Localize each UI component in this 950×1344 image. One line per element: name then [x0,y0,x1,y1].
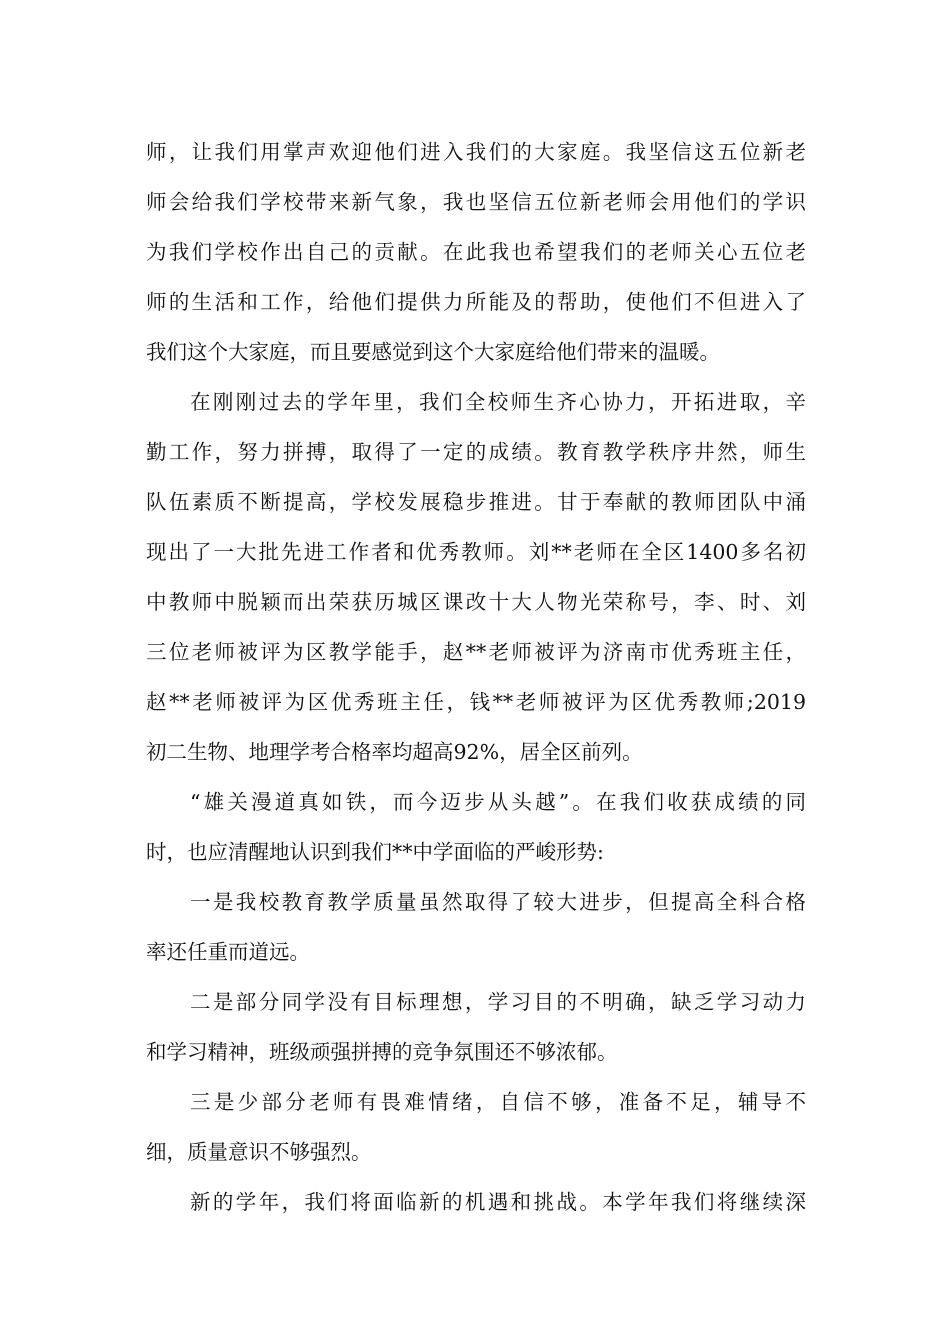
text-line-2: 师会给我们学校带来新气象，我也坚信五位新老师会用他们的学识 [146,190,806,214]
text-line-20: 三是少部分老师有畏难情绪，自信不够，准备不足，辅导不 [190,1090,806,1114]
text-line-21: 细，质量意识不够强烈。 [146,1140,372,1164]
text-line-9: 现出了一大批先进工作者和优秀教师。刘**老师在全区1400多名初 [146,540,806,564]
text-line-22: 新的学年，我们将面临新的机遇和挑战。本学年我们将继续深 [190,1190,806,1214]
text-line-10: 中教师中脱颖而出荣获历城区课改十大人物光荣称号，李、时、刘 [146,590,806,614]
text-line-11: 三位老师被评为区教学能手，赵**老师被评为济南市优秀班主任， [146,640,806,664]
text-line-19: 和学习精神，班级顽强拼搏的竞争氛围还不够浓郁。 [146,1040,618,1064]
text-line-3: 为我们学校作出自己的贡献。在此我也希望我们的老师关心五位老 [146,240,806,264]
text-line-15: 时，也应清醒地认识到我们**中学面临的严峻形势: [146,840,604,864]
text-line-7: 勤工作，努力拼搏，取得了一定的成绩。教育教学秩序井然，师生 [146,440,806,464]
text-line-4: 师的生活和工作，给他们提供力所能及的帮助，使他们不但进入了 [146,290,806,314]
text-line-12: 赵**老师被评为区优秀班主任，钱**老师被评为区优秀教师;2019 [146,690,806,714]
text-line-18: 二是部分同学没有目标理想，学习目的不明确，缺乏学习动力 [190,990,806,1014]
text-line-16: 一是我校教育教学质量虽然取得了较大进步，但提高全科合格 [190,890,806,914]
text-line-6: 在刚刚过去的学年里，我们全校师生齐心协力，开拓进取，辛 [190,390,806,414]
text-line-5: 我们这个大家庭，而且要感觉到这个大家庭给他们带来的温暖。 [146,340,720,364]
text-line-1: 师，让我们用掌声欢迎他们进入我们的大家庭。我坚信这五位新老 [146,140,806,164]
text-line-13: 初二生物、地理学考合格率均超高92%，居全区前列。 [146,740,643,764]
text-line-14: “雄关漫道真如铁，而今迈步从头越”。在我们收获成绩的同 [190,790,806,814]
text-line-8: 队伍素质不断提高，学校发展稳步推进。甘于奉献的教师团队中涌 [146,490,806,514]
text-line-17: 率还任重而道远。 [146,940,310,964]
